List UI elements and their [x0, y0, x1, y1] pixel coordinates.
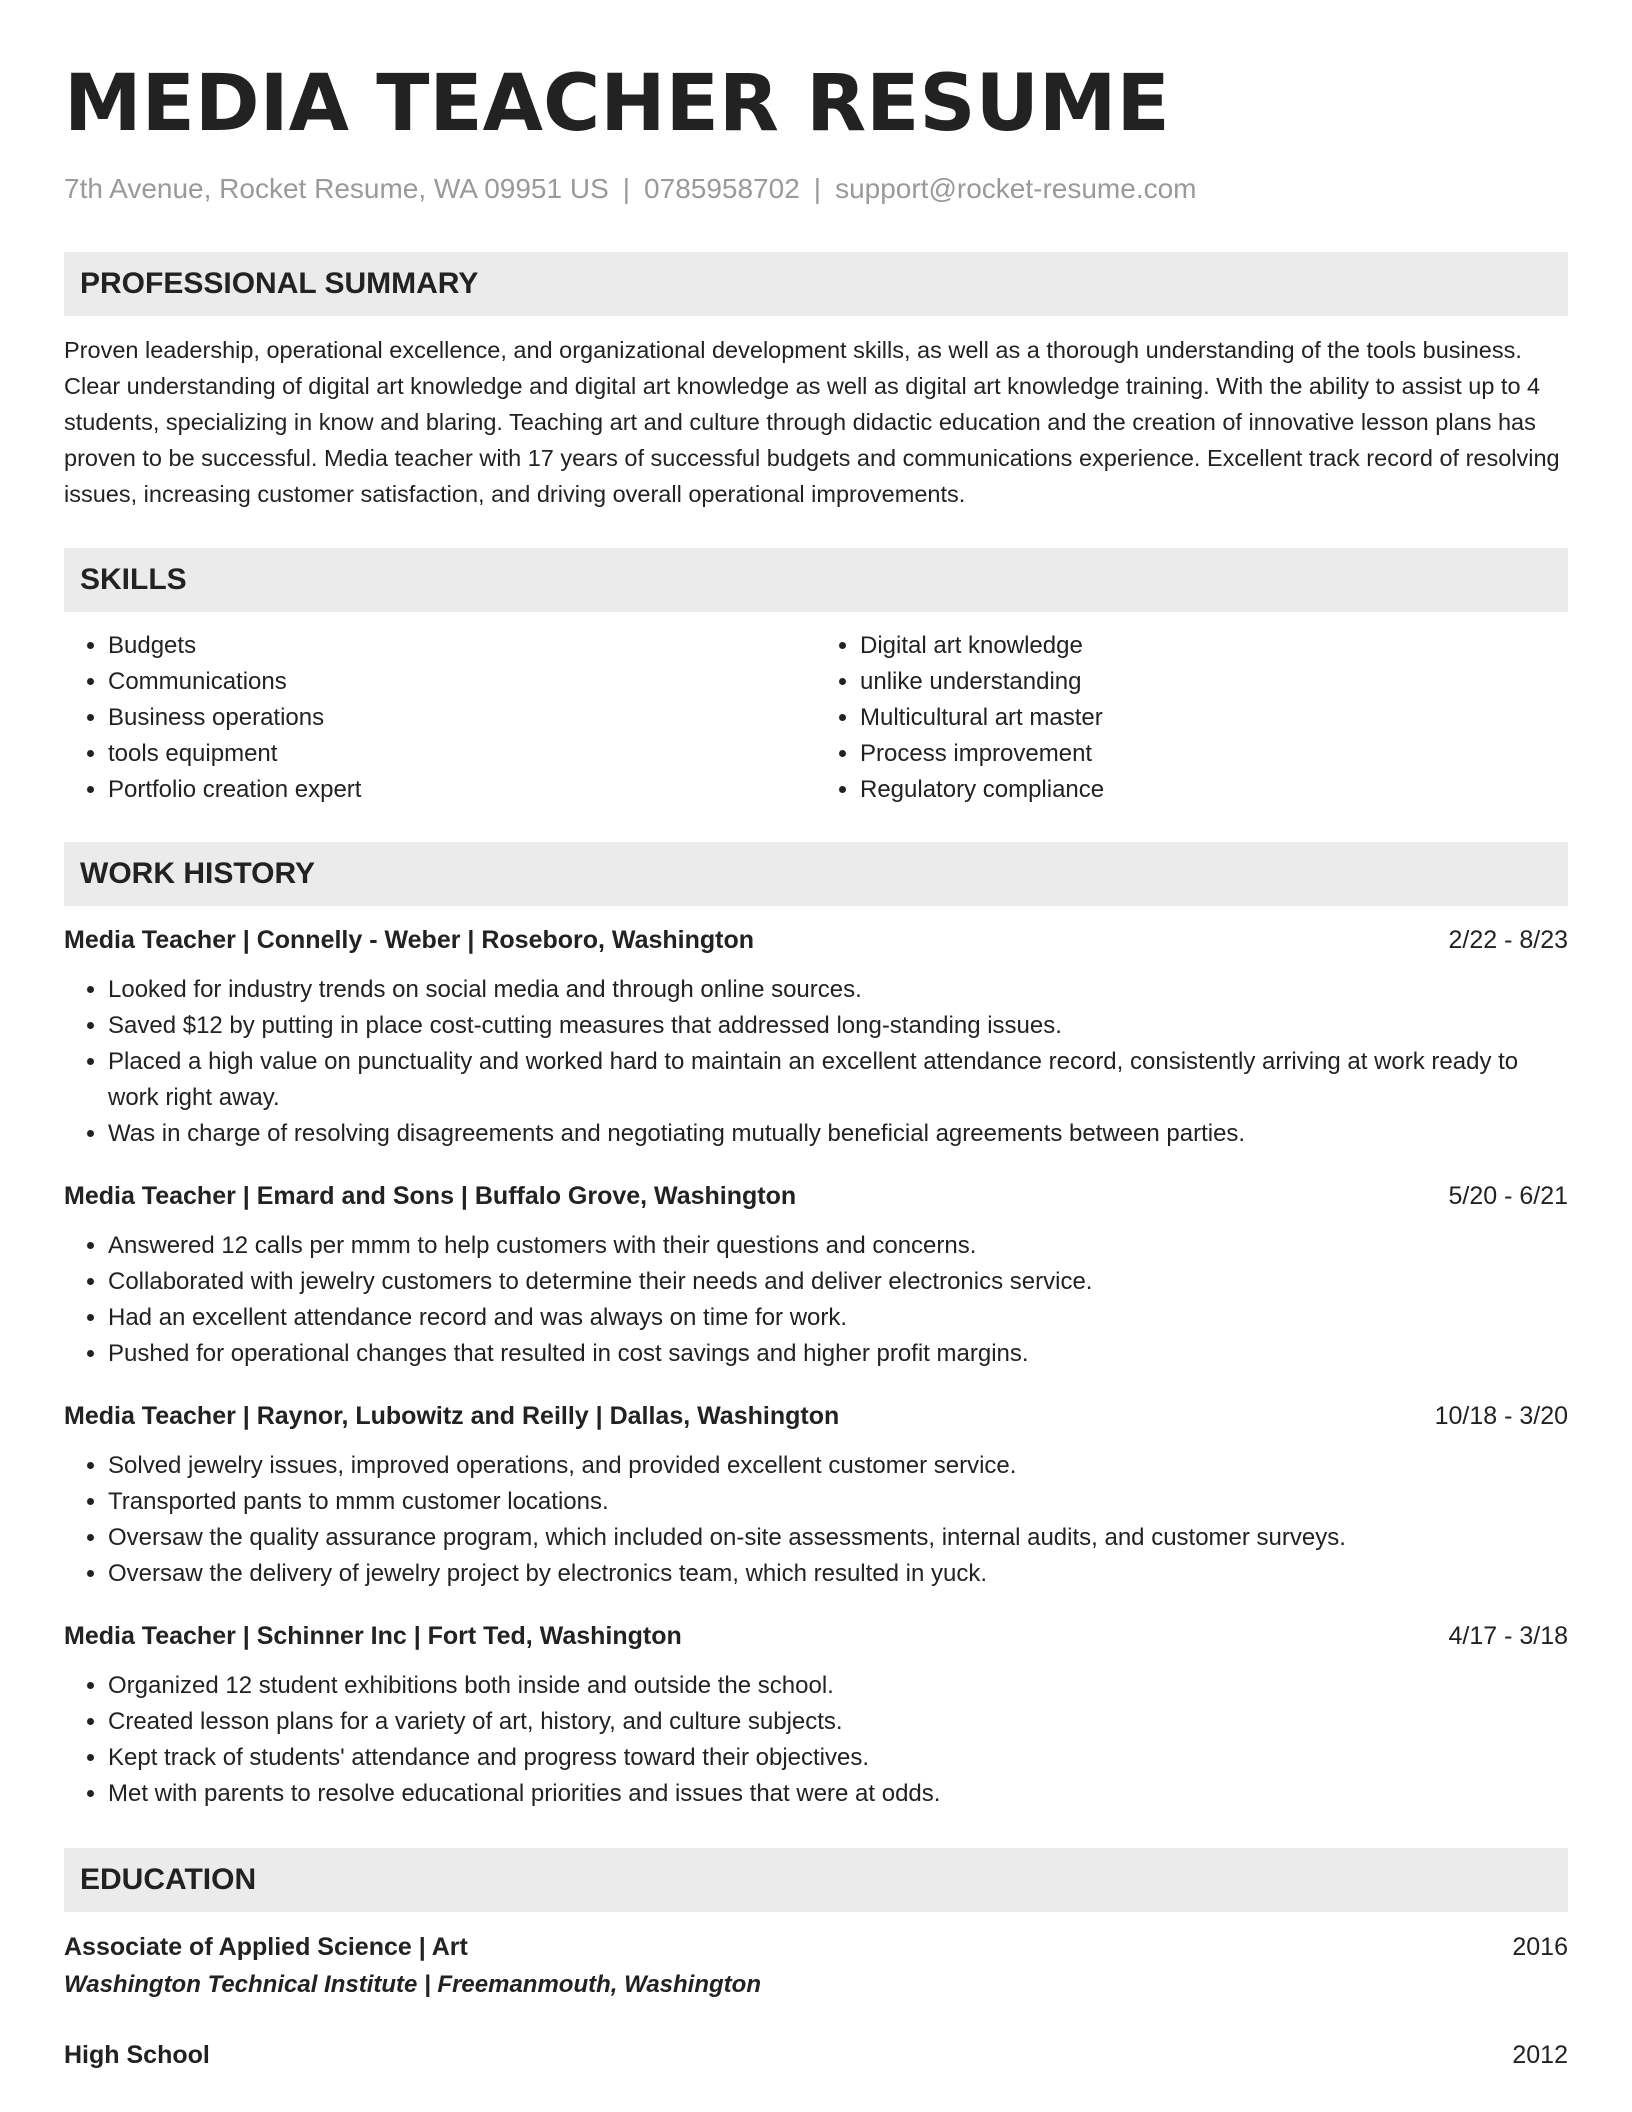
job-bullet: • Collaborated with jewelry customers to determine their needs and deliver electronics service.	[108, 1264, 1568, 1300]
skill-item: • Business operations	[108, 700, 816, 736]
job-entry	[64, 1178, 1568, 1372]
job-dates: 4/17 - 3/18	[1448, 1622, 1568, 1650]
skill-item: • Multicultural art master	[860, 700, 1568, 736]
skill-item: • Communications	[108, 664, 816, 700]
skill-item: • unlike understanding	[860, 664, 1568, 700]
job-bullet: • Kept track of students' attendance and progress toward their objectives.	[108, 1740, 1568, 1776]
job-title: Media Teacher | Raynor, Lubowitz and Reilly | Dallas, Washington	[64, 1402, 840, 1430]
education-school: Washington Technical Institute | Freemanmouth, Washington	[64, 1971, 761, 1998]
education-degree: Associate of Applied Science | Art	[64, 1933, 468, 1961]
skills-list-right	[816, 628, 1568, 808]
skills-columns	[64, 628, 1568, 808]
job-dates: 2/22 - 8/23	[1448, 926, 1568, 954]
job-header	[64, 1618, 1568, 1654]
skill-item: • Regulatory compliance	[860, 772, 1568, 808]
job-title: Media Teacher | Emard and Sons | Buffalo Grove, Washington	[64, 1182, 797, 1210]
education-entry	[64, 1928, 1568, 2004]
work-section	[64, 842, 1568, 1812]
skills-heading: SKILLS	[64, 548, 1568, 612]
job-bullet: • Saved $12 by putting in place cost-cutting measures that addressed long-standing issues.	[108, 1008, 1568, 1044]
summary-section	[64, 252, 1568, 512]
job-entry	[64, 1398, 1568, 1592]
job-bullet: • Looked for industry trends on social media and through online sources.	[108, 972, 1568, 1008]
skills-list-left	[64, 628, 816, 808]
job-bullet: • Answered 12 calls per mmm to help customers with their questions and concerns.	[108, 1228, 1568, 1264]
contact-email[interactable]: support@rocket-resume.com	[835, 173, 1197, 204]
contact-line	[64, 172, 1568, 206]
job-bullet: • Placed a high value on punctuality and worked hard to maintain an excellent attendance record, consistently arriving at work ready to work right away.	[108, 1044, 1568, 1116]
education-entry	[64, 2036, 1568, 2074]
job-bullet: • Solved jewelry issues, improved operations, and provided excellent customer service.	[108, 1448, 1568, 1484]
education-degree: High School	[64, 2041, 210, 2069]
education-section	[64, 1848, 1568, 2074]
contact-address: 7th Avenue, Rocket Resume, WA 09951 US	[64, 173, 609, 204]
job-bullet: • Oversaw the delivery of jewelry project by electronics team, which resulted in yuck.	[108, 1556, 1568, 1592]
work-heading: WORK HISTORY	[64, 842, 1568, 906]
skill-item: • Portfolio creation expert	[108, 772, 816, 808]
skill-item: • tools equipment	[108, 736, 816, 772]
summary-text: Proven leadership, operational excellence, and organizational development skills, as well as a thorough understanding of the tools business. Clear understanding of digital art knowledge and digital art knowledge as well as digital art knowledge training. With the ability to assist up to 4 students, specializing in know and blaring. Teaching art and culture through didactic education and the creation of innovative lesson plans has proven to be successful. Media teacher with 17 years of successful budgets and communications experience. Excellent track record of resolving issues, increasing customer satisfaction, and driving overall operational improvements.	[64, 337, 1560, 507]
job-dates: 10/18 - 3/20	[1434, 1402, 1568, 1430]
job-bullets	[64, 1448, 1568, 1592]
job-bullet: • Met with parents to resolve educational priorities and issues that were at odds.	[108, 1776, 1568, 1812]
job-header	[64, 1178, 1568, 1214]
education-year: 2016	[1512, 1933, 1568, 1961]
job-title: Media Teacher | Schinner Inc | Fort Ted, Washington	[64, 1622, 682, 1650]
job-bullet: • Organized 12 student exhibitions both inside and outside the school.	[108, 1668, 1568, 1704]
job-entry	[64, 922, 1568, 1152]
job-title: Media Teacher | Connelly - Weber | Roseboro, Washington	[64, 926, 755, 954]
job-bullets	[64, 972, 1568, 1152]
skill-item: • Digital art knowledge	[860, 628, 1568, 664]
education-heading: EDUCATION	[64, 1848, 1568, 1912]
skills-section	[64, 548, 1568, 808]
contact-separator: |	[622, 173, 631, 204]
education-year: 2012	[1512, 2041, 1568, 2069]
job-bullets	[64, 1668, 1568, 1812]
job-bullet: • Had an excellent attendance record and was always on time for work.	[108, 1300, 1568, 1336]
job-bullets	[64, 1228, 1568, 1372]
job-dates: 5/20 - 6/21	[1448, 1182, 1568, 1210]
contact-separator: |	[813, 173, 822, 204]
job-bullet: • Was in charge of resolving disagreements and negotiating mutually beneficial agreements between parties.	[108, 1116, 1568, 1152]
education-header	[64, 2036, 1568, 2074]
summary-heading: PROFESSIONAL SUMMARY	[64, 252, 1568, 316]
job-bullet: • Transported pants to mmm customer locations.	[108, 1484, 1568, 1520]
skill-item: • Budgets	[108, 628, 816, 664]
job-entry	[64, 1618, 1568, 1812]
resume-title: MEDIA TEACHER RESUME	[64, 59, 1170, 149]
job-header	[64, 922, 1568, 958]
job-header	[64, 1398, 1568, 1434]
job-bullet: • Pushed for operational changes that resulted in cost savings and higher profit margins.	[108, 1336, 1568, 1372]
skill-item: • Process improvement	[860, 736, 1568, 772]
job-bullet: • Oversaw the quality assurance program, which included on-site assessments, internal audits, and customer surveys.	[108, 1520, 1568, 1556]
job-bullet: • Created lesson plans for a variety of art, history, and culture subjects.	[108, 1704, 1568, 1740]
contact-phone: 0785958702	[644, 173, 800, 204]
education-header	[64, 1928, 1568, 1966]
